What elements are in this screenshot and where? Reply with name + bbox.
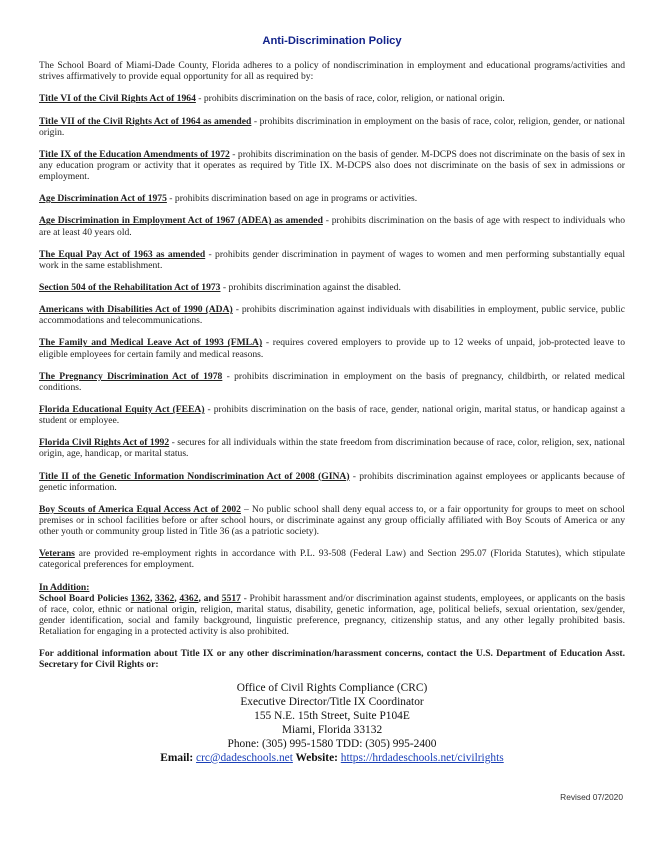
law-description: - secures for all individuals within the state freedom from discrimination because of race, color, religion, sex, national origin, age, handicap, or marital status. [39,437,625,460]
law-name: The Pregnancy Discrimination Act of 1978 [39,370,223,382]
policy-separator: , and [198,592,222,604]
law-paragraph [39,282,625,293]
intro-paragraph: The School Board of Miami-Dade County, Florida adheres to a policy of nondiscrimination in employment and educational programs/activities and strives affirmatively to provide equal opportunity for all as required by: [39,60,625,83]
law-description: - prohibits discrimination against employees or applicants because of genetic information. [39,470,625,493]
policy-3362: 3362 [155,592,175,604]
veterans-paragraph [39,548,625,570]
law-name: Boy Scouts of America Equal Access Act of 2002 [39,503,241,515]
office-phone: Phone: (305) 995-1580 TDD: (305) 995-2400 [227,737,437,750]
law-description: - requires covered employers to provide up to 12 weeks of unpaid, job-protected leave to eligible employees for certain family and medical reasons. [39,337,625,360]
law-name: Americans with Disabilities Act of 1990 (ADA) [39,304,233,316]
law-description: - prohibits discrimination on the basis of age with respect to individuals who are at least 40 years old. [39,215,625,238]
in-addition-heading: In Addition: [39,581,90,593]
website-label: Website: [292,751,341,764]
policies-text: - Prohibit harassment and/or discrimination against students, employees, or applicants on the basis of race, color, ethnic or national origin, religion, marital status, disability, genetic information, age, political beliefs, sexual orientation, sex/gender, gender identification, social and family background, linguistic preference, pregnancy, citizenship status, and any other legally prohibited basis. Retaliation for engaging in a protected activity is also prohibited. [39,592,626,637]
law-name: Title IX of the Education Amendments of 1972 [39,148,230,160]
policy-5517: 5517 [221,592,241,604]
law-description: - prohibits discrimination based on age in programs or activities. [166,193,418,205]
law-description: – No public school shall deny equal access to, or a fair opportunity for groups to meet on school premises or in school facilities before or after school hours, or discriminate against any group officially affiliated with Boy Scouts of America or any other youth or community group listed in Title 36 (as a patriotic society). [39,503,625,538]
office-street: 155 N.E. 15th Street, Suite P104E [254,710,410,723]
office-contact-block [39,682,625,765]
email-label: Email: [160,751,197,764]
policy-1362: 1362 [130,592,150,604]
law-name: The Equal Pay Act of 1963 as amended [39,248,206,260]
law-paragraph [39,504,625,537]
veterans-label: Veterans [39,548,75,560]
law-paragraph [39,193,625,204]
law-name: Title VI of the Civil Rights Act of 1964 [39,93,196,105]
law-paragraph [39,471,625,493]
law-name: Age Discrimination Act of 1975 [39,193,167,205]
revised-date: Revised 07/2020 [560,792,623,802]
law-description: - prohibits discrimination on the basis of gender. M-DCPS does not discriminate on the basis of sex in any education program or activity that it operates as required by Title IX. M-DCPS also does not discriminate on the basis of sex in admissions or employment. [39,148,625,183]
law-name: Florida Civil Rights Act of 1992 [39,437,170,449]
office-name: Office of Civil Rights Compliance (CRC) [236,682,428,695]
in-addition-section [39,582,625,637]
law-name: Florida Educational Equity Act (FEEA) [39,404,205,415]
law-paragraph [39,304,625,326]
law-paragraph [39,149,625,182]
policy-separator: , [174,592,180,604]
law-name: Section 504 of the Rehabilitation Act of 1973 [39,281,221,293]
law-paragraph [39,93,625,104]
policy-4362: 4362 [179,592,199,604]
website-link[interactable]: https://hrdadeschools.net/civilrights [340,751,504,764]
law-description: - prohibits discrimination on the basis of race, gender, national origin, marital status, or handicap against a student or employee. [39,404,625,427]
law-paragraph [39,337,625,359]
in-addition-paragraph [39,593,625,637]
office-city: Miami, Florida 33132 [281,723,383,736]
law-paragraph [39,404,625,426]
law-description: - prohibits gender discrimination in payment of wages to women and men performing substantially equal work in the same establishment. [39,248,625,271]
law-description: - prohibits discrimination in employment on the basis of pregnancy, childbirth, or related medical conditions. [39,370,625,393]
law-list [39,93,625,537]
law-description: - prohibits discrimination on the basis of race, color, religion, or national origin. [195,93,505,105]
office-email-website [39,752,625,766]
page-title: Anti-Discrimination Policy [262,35,402,47]
law-name: Title II of the Genetic Information Nondiscrimination Act of 2008 (GINA) [39,470,350,482]
veterans-text: are provided re-employment rights in accordance with P.L. 93-508 (Federal Law) and Section 295.07 (Florida Statutes), which stipulate categorical preferences for employment. [39,548,625,571]
policies-prefix: School Board Policies [39,592,131,604]
law-description: - prohibits discrimination against individuals with disabilities in employment, public service, public accommodations and telecommunications. [39,304,625,327]
law-name: The Family and Medical Leave Act of 1993 (FMLA) [39,337,263,349]
office-role: Executive Director/Title IX Coordinator [240,696,424,709]
law-paragraph [39,371,625,393]
law-paragraph [39,116,625,138]
law-description: - prohibits discrimination in employment on the basis of race, color, religion, gender, or national origin. [39,115,625,138]
policy-document [39,36,625,766]
policy-separator: , [149,592,156,604]
law-name: Title VII of the Civil Rights Act of 1964 as amended [39,115,252,127]
law-paragraph [39,215,625,237]
law-paragraph [39,437,625,459]
law-paragraph [39,249,625,271]
law-name: Age Discrimination in Employment Act of 1967 (ADEA) as amended [39,215,323,227]
law-description: - prohibits discrimination against the disabled. [220,281,401,293]
email-link[interactable]: crc@dadeschools.net [196,751,293,764]
contact-intro: For additional information about Title IX or any other discrimination/harassment concerns, contact the U.S. Department of Education Asst. Secretary for Civil Rights or: [39,648,625,671]
